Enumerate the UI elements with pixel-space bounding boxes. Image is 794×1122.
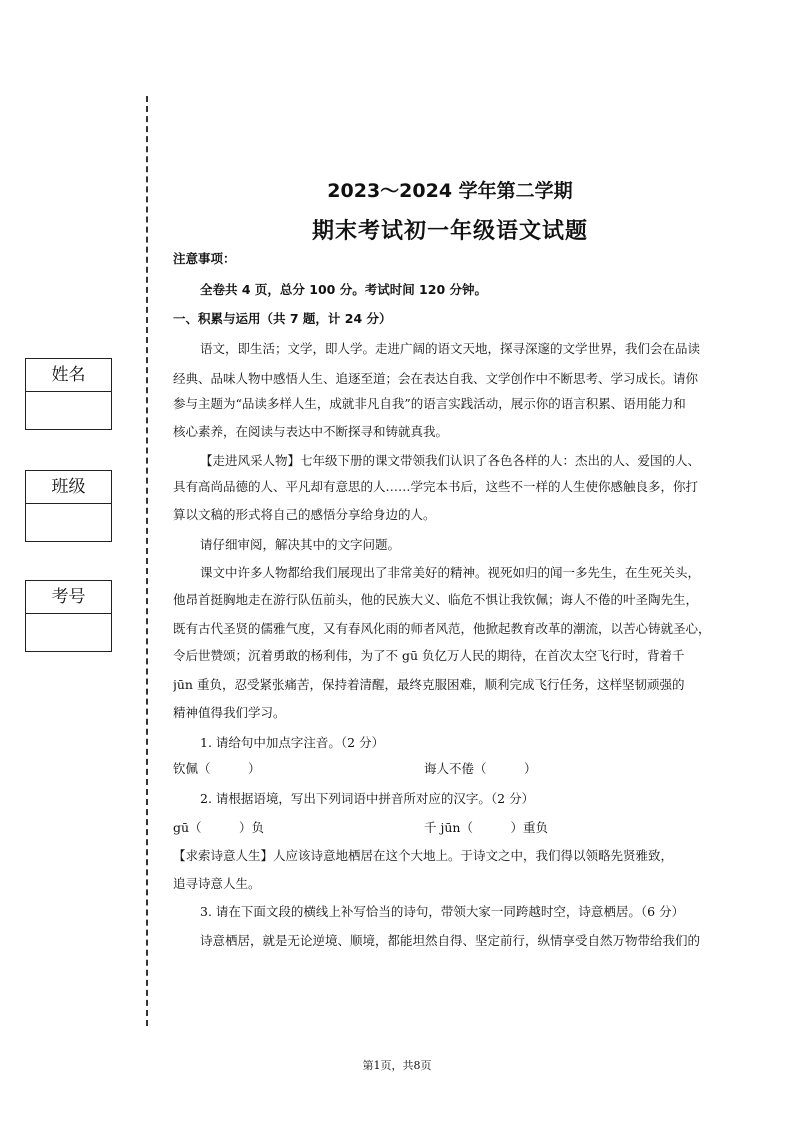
intro-line: 经典、品味人物中感悟人生、追逐至道；会在表达自我、文学创作中不断思考、学习成长。请你: [173, 371, 699, 386]
q1-answer-a[interactable]: 钦佩（ ）: [173, 761, 261, 776]
notice-text: 全卷共 4 页，总分 100 分。考试时间 120 分钟。: [200, 282, 487, 297]
part1-line: 具有高尚品德的人、平凡却有意思的人……学完本书后，这些不一样的人生使你感触良多，你打: [173, 479, 699, 494]
intro-line: 语文，即生活；文学，即人学。走进广阔的语文天地，探寻深邃的文学世界，我们会在品读: [200, 341, 701, 356]
q3-text: 诗意栖居，就是无论逆境、顺境，都能坦然自得、坚定前行，纵情享受自然万物带给我们的: [200, 933, 701, 948]
q1-prompt: 1. 请给句中加点字注音。（2 分）: [200, 735, 385, 750]
section1-heading: 一、积累与运用（共 7 题，计 24 分）: [173, 311, 392, 326]
part1-line: 算以文稿的形式将自己的感悟分享给身边的人。: [173, 507, 436, 522]
class-label: 班级: [26, 471, 111, 504]
intro-line: 核心素养，在阅读与表达中不断探寻和铸就真我。: [173, 424, 449, 439]
q2-answer-a[interactable]: gū（ ）负: [173, 820, 265, 835]
part1-line: 【走进风采人物】七年级下册的课文带领我们认识了各色各样的人：杰出的人、爱国的人、: [200, 453, 701, 468]
part2-line: 【求索诗意人生】人应该诗意地栖居在这个大地上。于诗文之中，我们得以领略先贤雅致，: [173, 848, 674, 863]
passage-line: 课文中许多人物都给我们展现出了非常美好的精神。视死如归的闻一多先生，在生死关头，: [200, 565, 701, 580]
passage-line: 他昂首挺胸地走在游行队伍前头，他的民族大义、临危不惧让我钦佩；诲人不倦的叶圣陶先生，: [173, 592, 699, 607]
instruction-text: 请仔细审阅，解决其中的文字问题。: [200, 537, 401, 552]
term-title: 2023～2024 学年第二学期: [327, 180, 573, 202]
q3-prompt: 3. 请在下面文段的横线上补写恰当的诗句，带领大家一同跨越时空，诗意栖居。（6 分）: [200, 904, 685, 919]
exam-id-label: 考号: [26, 581, 111, 614]
passage-line: 精神值得我们学习。: [173, 705, 286, 720]
class-field[interactable]: [25, 470, 112, 542]
passage-line: 既有古代圣贤的儒雅气度，又有春风化雨的师者风范，他掀起教育改革的潮流，以苦心铸就圣心，: [173, 621, 711, 636]
passage-line: 令后世赞颂；沉着勇敢的杨利伟，为了不 gū 负亿万人民的期待，在首次太空飞行时，背着千: [173, 648, 685, 663]
exam-title: 期末考试初一年级语文试题: [311, 219, 588, 244]
intro-line: 参与主题为“品读多样人生，成就非凡自我”的语言实践活动，展示你的语言积累、语用能力和: [173, 396, 686, 411]
notice-heading: 注意事项：: [173, 251, 236, 266]
q2-answer-b[interactable]: 千 jūn（ ）重负: [424, 820, 548, 835]
q2-prompt: 2. 请根据语境，写出下列词语中拼音所对应的汉字。（2 分）: [200, 791, 535, 806]
exam-id-field[interactable]: [25, 580, 112, 652]
part2-line: 追寻诗意人生。: [173, 876, 261, 891]
page-number: 第1页，共8页: [362, 1059, 432, 1072]
passage-line: jūn 重负，忍受紧张痛苦，保持着清醒，最终克服困难，顺利完成飞行任务，这样坚韧顽强的: [173, 677, 685, 692]
name-field[interactable]: [25, 358, 112, 430]
q1-answer-b[interactable]: 诲人不倦（ ）: [424, 761, 537, 776]
binding-dashed-line: [146, 96, 148, 1026]
name-label: 姓名: [26, 359, 111, 392]
